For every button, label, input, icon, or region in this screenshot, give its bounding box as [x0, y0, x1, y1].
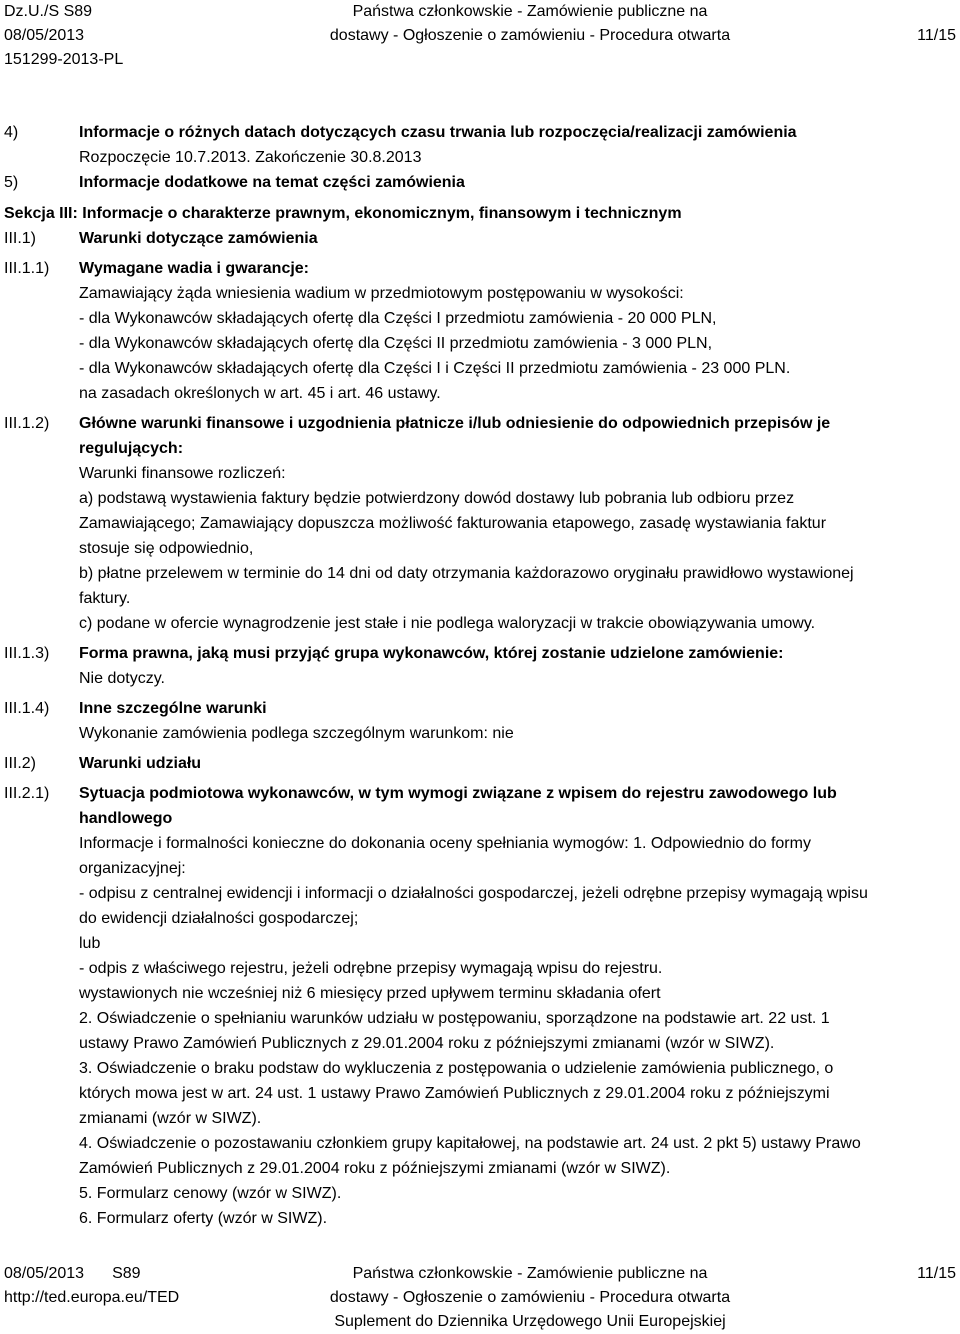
text-line: których mowa jest w art. 24 ust. 1 ustawy Prawo Zamówień Publicznych z 29.01.2004 roku z późniejszymi [79, 1085, 830, 1102]
section-iii-1-2 [4, 411, 956, 636]
section-title: handlowego [79, 810, 173, 827]
notice-number: 151299-2013-PL [4, 51, 124, 68]
text-line: lub [79, 935, 101, 952]
footer-title-line-1: Państwa członkowskie - Zamówienie publiczne na [352, 1265, 708, 1282]
section-number: 5) [4, 174, 19, 191]
section-4 [4, 120, 956, 170]
page-header-right [917, 0, 956, 48]
section-number: III.1.3) [4, 645, 50, 662]
text-line: 2. Oświadczenie o spełnianiu warunków udziału w postępowaniu, sporządzone na podstawie art. 22 ust. 1 [79, 1010, 830, 1027]
text-line: stosuje się odpowiednio, [79, 540, 254, 557]
text-line: Wykonanie zamówienia podlega szczególnym warunkom: nie [79, 725, 514, 742]
section-number: III.2) [4, 755, 37, 772]
section-title: Sytuacja podmiotowa wykonawców, w tym wymogi związane z wpisem do rejestru zawodowego lub [79, 785, 837, 802]
section-iii-1 [4, 226, 956, 251]
text-line: 3. Oświadczenie o braku podstaw do wykluczenia z postępowania o udzielenie zamówienia publicznego, o [79, 1060, 834, 1077]
page-header-center [300, 0, 760, 48]
section-iii-2-1 [4, 781, 956, 1231]
section-iii-2 [4, 751, 956, 776]
text-line: Informacje i formalności konieczne do dokonania oceny spełniania wymogów: 1. Odpowiednio do formy [79, 835, 811, 852]
header-title-line-2: dostawy - Ogłoszenie o zamówieniu - Procedura otwarta [329, 27, 731, 44]
footer-date: 08/05/2013 [4, 1265, 85, 1282]
section-number: III.1.4) [4, 700, 50, 717]
footer-title-line-3: Suplement do Dziennika Urzędowego Unii Europejskiej [334, 1313, 726, 1330]
text-line: - odpis z właściwego rejestru, jeżeli odrębne przepisy wymagają wpisu do rejestru. [79, 960, 663, 977]
section-number: III.1) [4, 230, 37, 247]
text-line: Zamówień Publicznych z 29.01.2004 roku z późniejszymi zmianami (wzór w SIWZ). [79, 1160, 671, 1177]
text-line: na zasadach określonych w art. 45 i art. 46 ustawy. [79, 385, 441, 402]
footer-title-line-2: dostawy - Ogłoszenie o zamówieniu - Procedura otwarta [329, 1289, 731, 1306]
section-number: III.1.2) [4, 415, 50, 432]
section-title: Inne szczególne warunki [79, 700, 267, 717]
section-title: Wymagane wadia i gwarancje: [79, 260, 310, 277]
text-line: ustawy Prawo Zamówień Publicznych z 29.01.2004 roku z późniejszymi zmianami (wzór w SIWZ). [79, 1035, 775, 1052]
header-date: 08/05/2013 [4, 27, 85, 44]
page-footer-right [917, 1262, 956, 1286]
text-line: faktury. [79, 590, 131, 607]
section-title: Główne warunki finansowe i uzgodnienia płatnicze i/lub odniesienie do odpowiednich przepisów je [79, 415, 831, 432]
section-5 [4, 170, 956, 195]
text-line: wystawionych nie wcześniej niż 6 miesięcy przed upływem terminu składania ofert [79, 985, 661, 1002]
text-line: do ewidencji działalności gospodarczej; [79, 910, 359, 927]
section-iii-1-4 [4, 696, 956, 746]
section-text: Rozpoczęcie 10.7.2013. Zakończenie 30.8.2013 [79, 149, 422, 166]
page-footer-center [300, 1262, 760, 1334]
footer-series: S89 [112, 1265, 141, 1282]
header-page-number: 11/15 [917, 27, 956, 44]
text-line: Warunki finansowe rozliczeń: [79, 465, 286, 482]
section-number: III.2.1) [4, 785, 50, 802]
text-line: 5. Formularz cenowy (wzór w SIWZ). [79, 1185, 342, 1202]
page-footer-left [4, 1262, 179, 1310]
journal-ref: Dz.U./S S89 [4, 3, 93, 20]
document-body [4, 120, 956, 1231]
section-title: Informacje o różnych datach dotyczących czasu trwania lub rozpoczęcia/realizacji zamówienia [79, 124, 797, 141]
section-iii-1-1 [4, 256, 956, 406]
section-number: III.1.1) [4, 260, 50, 277]
text-line: Zamawiającego; Zamawiający dopuszcza możliwość fakturowania etapowego, zasadę wystawiania faktur [79, 515, 827, 532]
text-line: 6. Formularz oferty (wzór w SIWZ). [79, 1210, 328, 1227]
text-line: - odpisu z centralnej ewidencji i informacji o działalności gospodarczej, jeżeli odrębne przepisy wymagają wpisu [79, 885, 868, 902]
section-title: Warunki udziału [79, 755, 202, 772]
text-line: a) podstawą wystawienia faktury będzie potwierdzony dowód dostawy lub pobrania lub odbioru przez [79, 490, 795, 507]
section-title: regulujących: [79, 440, 184, 457]
header-title-line-1: Państwa członkowskie - Zamówienie publiczne na [352, 3, 708, 20]
section-number: 4) [4, 124, 19, 141]
text-line: organizacyjnej: [79, 860, 186, 877]
section-title: Informacje dodatkowe na temat części zamówienia [79, 174, 465, 191]
section-title: Forma prawna, jaką musi przyjąć grupa wykonawców, której zostanie udzielone zamówienie: [79, 645, 784, 662]
text-line: Zamawiający żąda wniesienia wadium w przedmiotowym postępowaniu w wysokości: [79, 285, 684, 302]
text-line: b) płatne przelewem w terminie do 14 dni od daty otrzymania każdorazowo oryginału prawidłowo wystawionej [79, 565, 854, 582]
page-header-left [4, 0, 194, 72]
section-title: Warunki dotyczące zamówienia [79, 230, 318, 247]
text-line: 4. Oświadczenie o pozostawaniu członkiem grupy kapitałowej, na podstawie art. 24 ust. 2 pkt 5) ustawy Prawo [79, 1135, 861, 1152]
footer-page-number: 11/15 [917, 1265, 956, 1282]
text-line: zmianami (wzór w SIWZ). [79, 1110, 262, 1127]
text-line: - dla Wykonawców składających ofertę dla Części I przedmiotu zamówienia - 20 000 PLN, [79, 310, 717, 327]
text-line: - dla Wykonawców składających ofertę dla Części I i Części II przedmiotu zamówienia - 23 000 PLN. [79, 360, 791, 377]
text-line: Nie dotyczy. [79, 670, 165, 687]
text-line: - dla Wykonawców składających ofertę dla Części II przedmiotu zamówienia - 3 000 PLN, [79, 335, 713, 352]
footer-url-link[interactable]: http://ted.europa.eu/TED [4, 1289, 180, 1306]
section-iii-1-3 [4, 641, 956, 691]
text-line: c) podane w ofercie wynagrodzenie jest stałe i nie podlega waloryzacji w trakcie obowiązywania umowy. [79, 615, 816, 632]
section-iii-heading: Sekcja III: Informacje o charakterze prawnym, ekonomicznym, finansowym i technicznym [4, 205, 682, 222]
